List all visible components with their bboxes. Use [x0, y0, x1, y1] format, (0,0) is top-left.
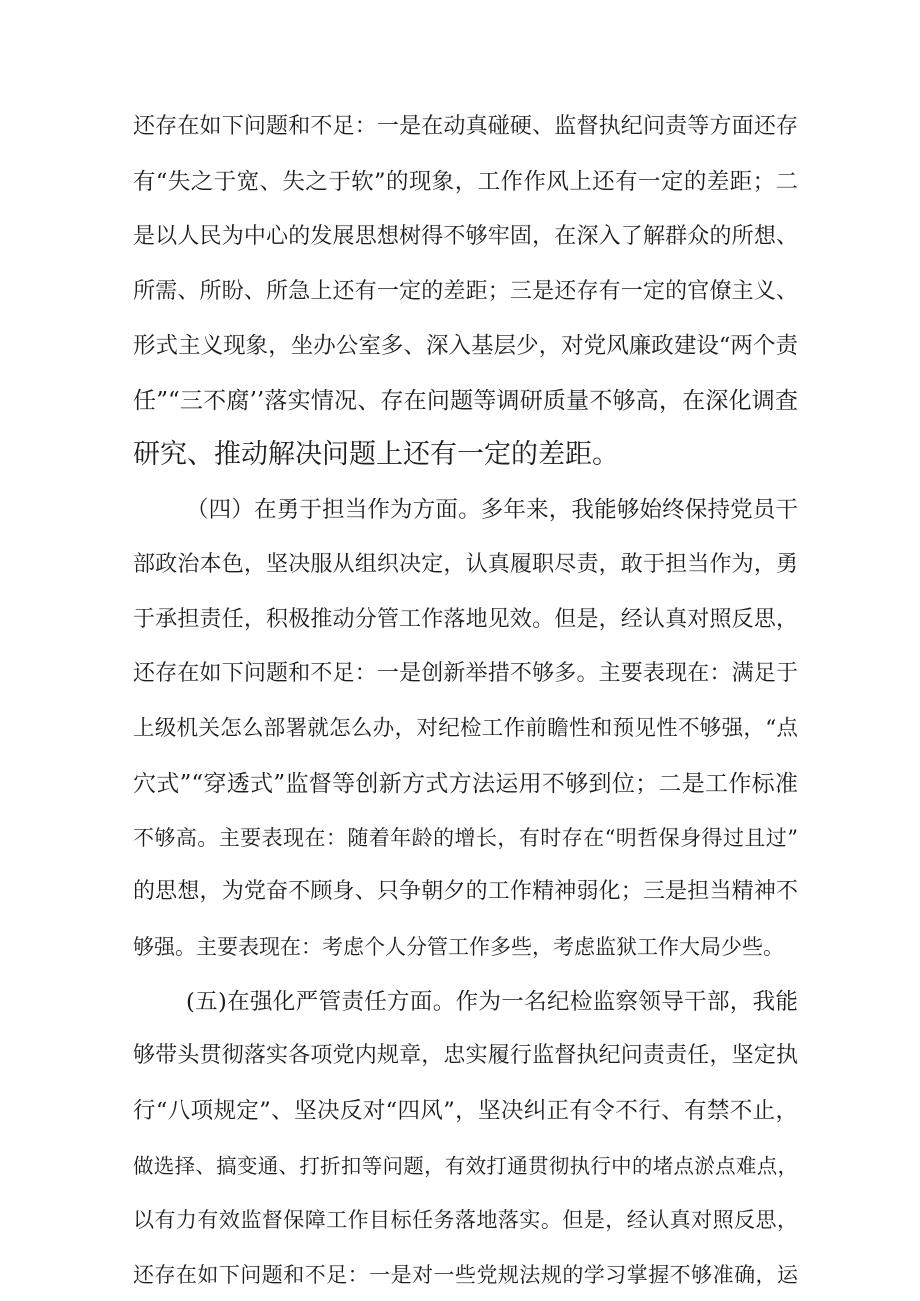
- paragraph-line: 还存在如下问题和不足：一是在动真碰硬、监督执纪问责等方面还存: [133, 114, 798, 139]
- paragraph-line: 是以人民为中心的发展思想树得不够牢固，在深入了解群众的所想、: [133, 224, 798, 249]
- section-heading-line: (五)在强化严管责任方面。作为一名纪检监察领导干部，我能: [186, 989, 798, 1015]
- paragraph-line: 还存在如下问题和不足：一是创新举措不够多。主要表现在：满足于: [133, 661, 798, 686]
- paragraph-line: 不够高。主要表现在：随着年龄的增长，有时存在“明哲保身得过且过”: [133, 826, 798, 850]
- paragraph-line: 任”“三不腐’’落实情况、存在问题等调研质量不够高，在深化调査: [133, 388, 798, 414]
- paragraph-line: 上级机关怎么部署就怎么办，对纪检工作前瞻性和预见性不够强，“点: [133, 716, 798, 741]
- paragraph-line: 所需、所盼、所急上还有一定的差距；三是还存有一定的官僚主义、: [133, 279, 798, 304]
- paragraph-line: 于承担责任，积极推动分管工作落地见效。但是，经认真对照反思，: [133, 607, 798, 632]
- paragraph-line: 形式主义现象，坐办公室多、深入基层少，对党风廉政建设“两个责: [133, 333, 798, 359]
- paragraph-line: 以有力有效监督保障工作目标任务落地落实。但是，经认真对照反思，: [133, 1208, 798, 1232]
- paragraph-line: 有“失之于宽、失之于软”的现象，工作作风上还有一定的差距；二: [133, 169, 798, 195]
- paragraph-line: 部政治本色，坚决服从组织决定，认真履职尽责，敢于担当作为，勇: [133, 552, 798, 577]
- section-heading-line: （四）在勇于担当作为方面。多年来，我能够始终保持党员干: [186, 497, 798, 523]
- paragraph-line: 够强。主要表现在：考虑个人分管工作多些，考虑监狱工作大局少些。: [133, 935, 784, 959]
- paragraph-line: 研究、推动解决问题上还有一定的差距。: [133, 439, 619, 470]
- paragraph-line: 的思想，为党奋不顾身、只争朝夕的工作精神弱化；三是担当精神不: [133, 879, 798, 904]
- paragraph-line: 还存在如下问题和不足：一是对一些党规法规的学习掌握不够准确，运: [133, 1263, 798, 1287]
- paragraph-line: 做选择、搞变通、打折扣等问题，有效打通贯彻执行中的堵点淤点难点，: [133, 1154, 798, 1178]
- paragraph-line: 行“八项规定”、坚决反对“四风”，坚决纠正有令不行、有禁不止，: [133, 1098, 798, 1124]
- paragraph-line: 穴式”“穿透式”监督等创新方式方法运用不够到位；二是工作标准: [133, 771, 798, 797]
- paragraph-line: 够带头贯彻落实各项党内规章，忠实履行监督执纪问责责任，坚定执: [133, 1043, 798, 1068]
